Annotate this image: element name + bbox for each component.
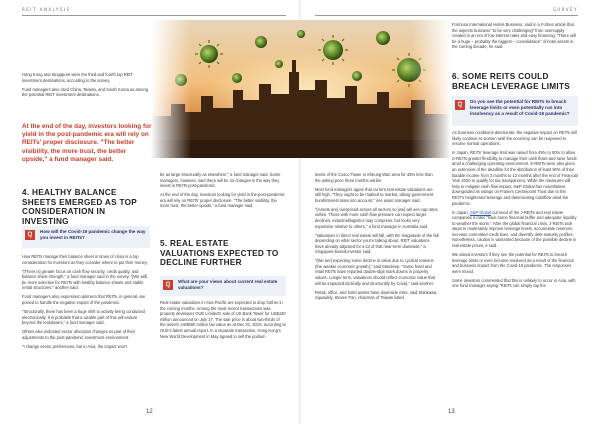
header-rule-right bbox=[315, 15, 578, 16]
section-6-paragraph: We asked investors if they see the potential for REITs to breach leverage limits or even become insolvent as a result of the financial and business impact from the Covid-19 pandemic. The responses were mixed. bbox=[452, 252, 574, 274]
pull-quote: At the end of the day, investors looking for yield in the post-pandemic era will rely on REITs' proper disclosure. "The better visibility, the more trust, the better upside," a fund manager said. bbox=[22, 123, 152, 163]
running-header-right: SURVEY bbox=[553, 7, 578, 12]
section-6-question-box bbox=[452, 96, 578, 126]
section-4-paragraph: "I change sector preferences, but in Asia, the impact won't bbox=[22, 343, 128, 349]
header-rule-left bbox=[22, 15, 286, 16]
column-4-paragraph: Formosa International Hotels Business, said in a Forbes article that the aspects business "to be very challenging" from oversupply created in an era of low interest rates and easy financing. "There will be a huge – probably the biggest – consolidation" of hotel assets in the coming decade, he said. bbox=[452, 22, 576, 50]
column-3-paragraph: Retail, office, and hotel assets have downside risks, said Shinkawa, Squawkly, Steven Pan, chairman of Taiwan listed bbox=[315, 289, 438, 301]
section-6-text: cut need of the J-REITs and real estate companies it rates "have some financial buffer and adequate liquidity to weather the storm." After the global financial crisis, J-REITs took steps to moderately improve leverage levels, accumulate reserves, increase committed credit lines, and diversify debt maturity profiles. Nonetheless, caution is warranted because of the possible decline in real estate prices, it said. bbox=[452, 209, 577, 249]
section-4-paragraph: "[There is] greater focus on cash flow security, credit quality, and balance sheet strength," a fund manager said in the survey. "[We will] be more selective for REITs with healthy balance sheets and stable rental structures," another said. bbox=[22, 268, 148, 291]
section-5-heading: 5. REAL ESTATE VALUATIONS EXPECTED TO DECLINE FURTHER bbox=[160, 239, 279, 268]
section-5-question-box bbox=[160, 276, 286, 296]
section-4-heading: 4. HEALTHY BALANCE SHEETS EMERGED AS TOP CONSIDERATION IN INVESTING bbox=[22, 188, 137, 226]
intro-paragraph: Hong Kong and Singapore were the third and fourth top REIT investment destinations, according to the survey. bbox=[22, 72, 133, 83]
section-6-paragraph bbox=[452, 210, 578, 249]
column-3-paragraph: "[We are] expecting some decline in value due to cyclical reasons (the weaker economic growth)," said Mandeep. "Some hotel and retail REITs have reported double-digit mark downs in property values. Longer term, valuations should reflect economic value that will be impacted tactically and structurally by Covid," said another. bbox=[315, 258, 435, 286]
sp-global-link[interactable]: S&P Global bbox=[469, 209, 492, 215]
intro-text bbox=[22, 72, 150, 101]
section-6-paragraph: Some investors commented that this is unlikely to occur in Asia, with one fund manager saying "REITs can simply tap the bbox=[452, 277, 576, 289]
question-badge: Q bbox=[25, 230, 35, 240]
column-3-paragraph: levels of the Cosco Tower in Sheung Wan area for 45% less than the asking price three months earlier. bbox=[315, 172, 433, 183]
city-virus-photo bbox=[151, 20, 451, 158]
section-4-paragraph: How REITs manage their balance sheet in times of crisis is a top consideration for investors as they consider where to put their money. bbox=[22, 254, 148, 265]
section-4-question-box bbox=[22, 226, 150, 248]
page-number-left: 12 bbox=[146, 409, 153, 415]
section-6-heading: 6. SOME REITS COULD BREACH LEVERAGE LIMITS bbox=[452, 72, 571, 91]
section-6-question: Do you see the potential for REITs to breach leverage limits or even potentially run into insolvency as a result of Covid-19 pandemic? bbox=[470, 99, 570, 116]
section-5-paragraph: Real estate valuations in Asia Pacific are expected to drop further in the coming months. Among the most recent transactions was property developer OUE Limited's sale of US Bank Tower for US$430 million announced on July 17. The sale price is about two-thirds of the asset's US$680 million fair value as at Dec 31, 2019, according to OUE's latest annual report. In a separate transaction, Hong Kong's New World Development in May agreed to sell the podium bbox=[160, 300, 286, 339]
page-number-right: 13 bbox=[448, 409, 455, 415]
column-2-paragraph: At the end of the day, investors looking for yield in the post-pandemic era will rely on REITs' proper disclosure. "The better visibility, the more trust, the better upside," a fund manager said. bbox=[160, 192, 285, 209]
section-6-text: In Japan, bbox=[452, 209, 470, 215]
question-badge: Q bbox=[163, 280, 173, 290]
section-4-paragraph: Others also indicated sector allocation changes as part of their adjustments to the post-pandemic investment environment. bbox=[22, 329, 136, 340]
question-badge: Q bbox=[455, 100, 465, 110]
column-2-paragraph: be as large structurally as elsewhere," a fund manager said. Some managers, however, said there will be no changes in the way they invest in REITs post-pandemic. bbox=[160, 172, 281, 189]
column-4-text bbox=[452, 22, 578, 53]
intro-paragraph: Fund managers also cited China, Taiwan, and South Korea as among the potential REIT investment destinations. bbox=[22, 86, 148, 98]
section-4-paragraph: Fund managers also expressed optimism that REITs, in general, are poised to handle the negative impact of the pandemic. bbox=[22, 294, 146, 305]
section-5-question: What are your views about current real estate valuations? bbox=[178, 279, 278, 290]
column-3-paragraph: "[Assets are] overpriced across all sectors so [we] will see cap rates soften. Those with more cash flow pressure can expect larger declines; industrial/logistics may compress, but looks very expensive relative to others," a fund manager in Australia said. bbox=[315, 206, 438, 229]
running-header-left: REIT ANALYSIS bbox=[22, 7, 71, 12]
column-2-text bbox=[160, 172, 286, 212]
section-6-paragraph: As business conditions deteriorate, the negative impact on REITs will likely continue to worsen until the economy can be reopened to resume normal operations. bbox=[452, 130, 577, 147]
section-6-paragraph: In Japan, REITs' leverage limit was raised from 45% to 50% to allow S-REITs greater flexibility to manage their cash flows and raise funds amid a challenging operating environment. S-REITs were also given an extension of the deadline for the distribution of least 90% of their taxable income from 3 months to 12 months after the end of Financial Year 2020 to qualify for tax transparency. While the measures will help to mitigate cash flow impact, S&P Global has nonetheless downgraded its ratings on Frasers Centrepoint Trust due to the REIT's heightened leverage and deteriorating cashflow amid the pandemic. bbox=[452, 150, 578, 206]
column-3-paragraph: Most fund managers agree that current real estate valuations are still high. "They ought to be marked to market, taking government bond/interest rates into account," one asset manager said. bbox=[315, 186, 434, 203]
section-4-paragraph: "Structurally, there has been a huge shift to activity being conducted electronically. It is probable that a sizable part of this will endure beyond the lockdowns," a fund manager said. bbox=[22, 308, 145, 326]
section-4-question: How will the Covid-19 pandemic change the way you invest in REITs? bbox=[40, 229, 146, 240]
section-4-body bbox=[22, 254, 150, 353]
column-3-paragraph: "Valuations in direct real estate will fall, with the magnitude of the fall depending on what sector you're talking about. REIT valuations have already adjusted for a lot of that near-term downside," a Singapore-based investor said. bbox=[315, 232, 439, 255]
section-6-body bbox=[452, 130, 578, 292]
column-3-text bbox=[315, 172, 439, 304]
section-5-body bbox=[160, 300, 286, 343]
